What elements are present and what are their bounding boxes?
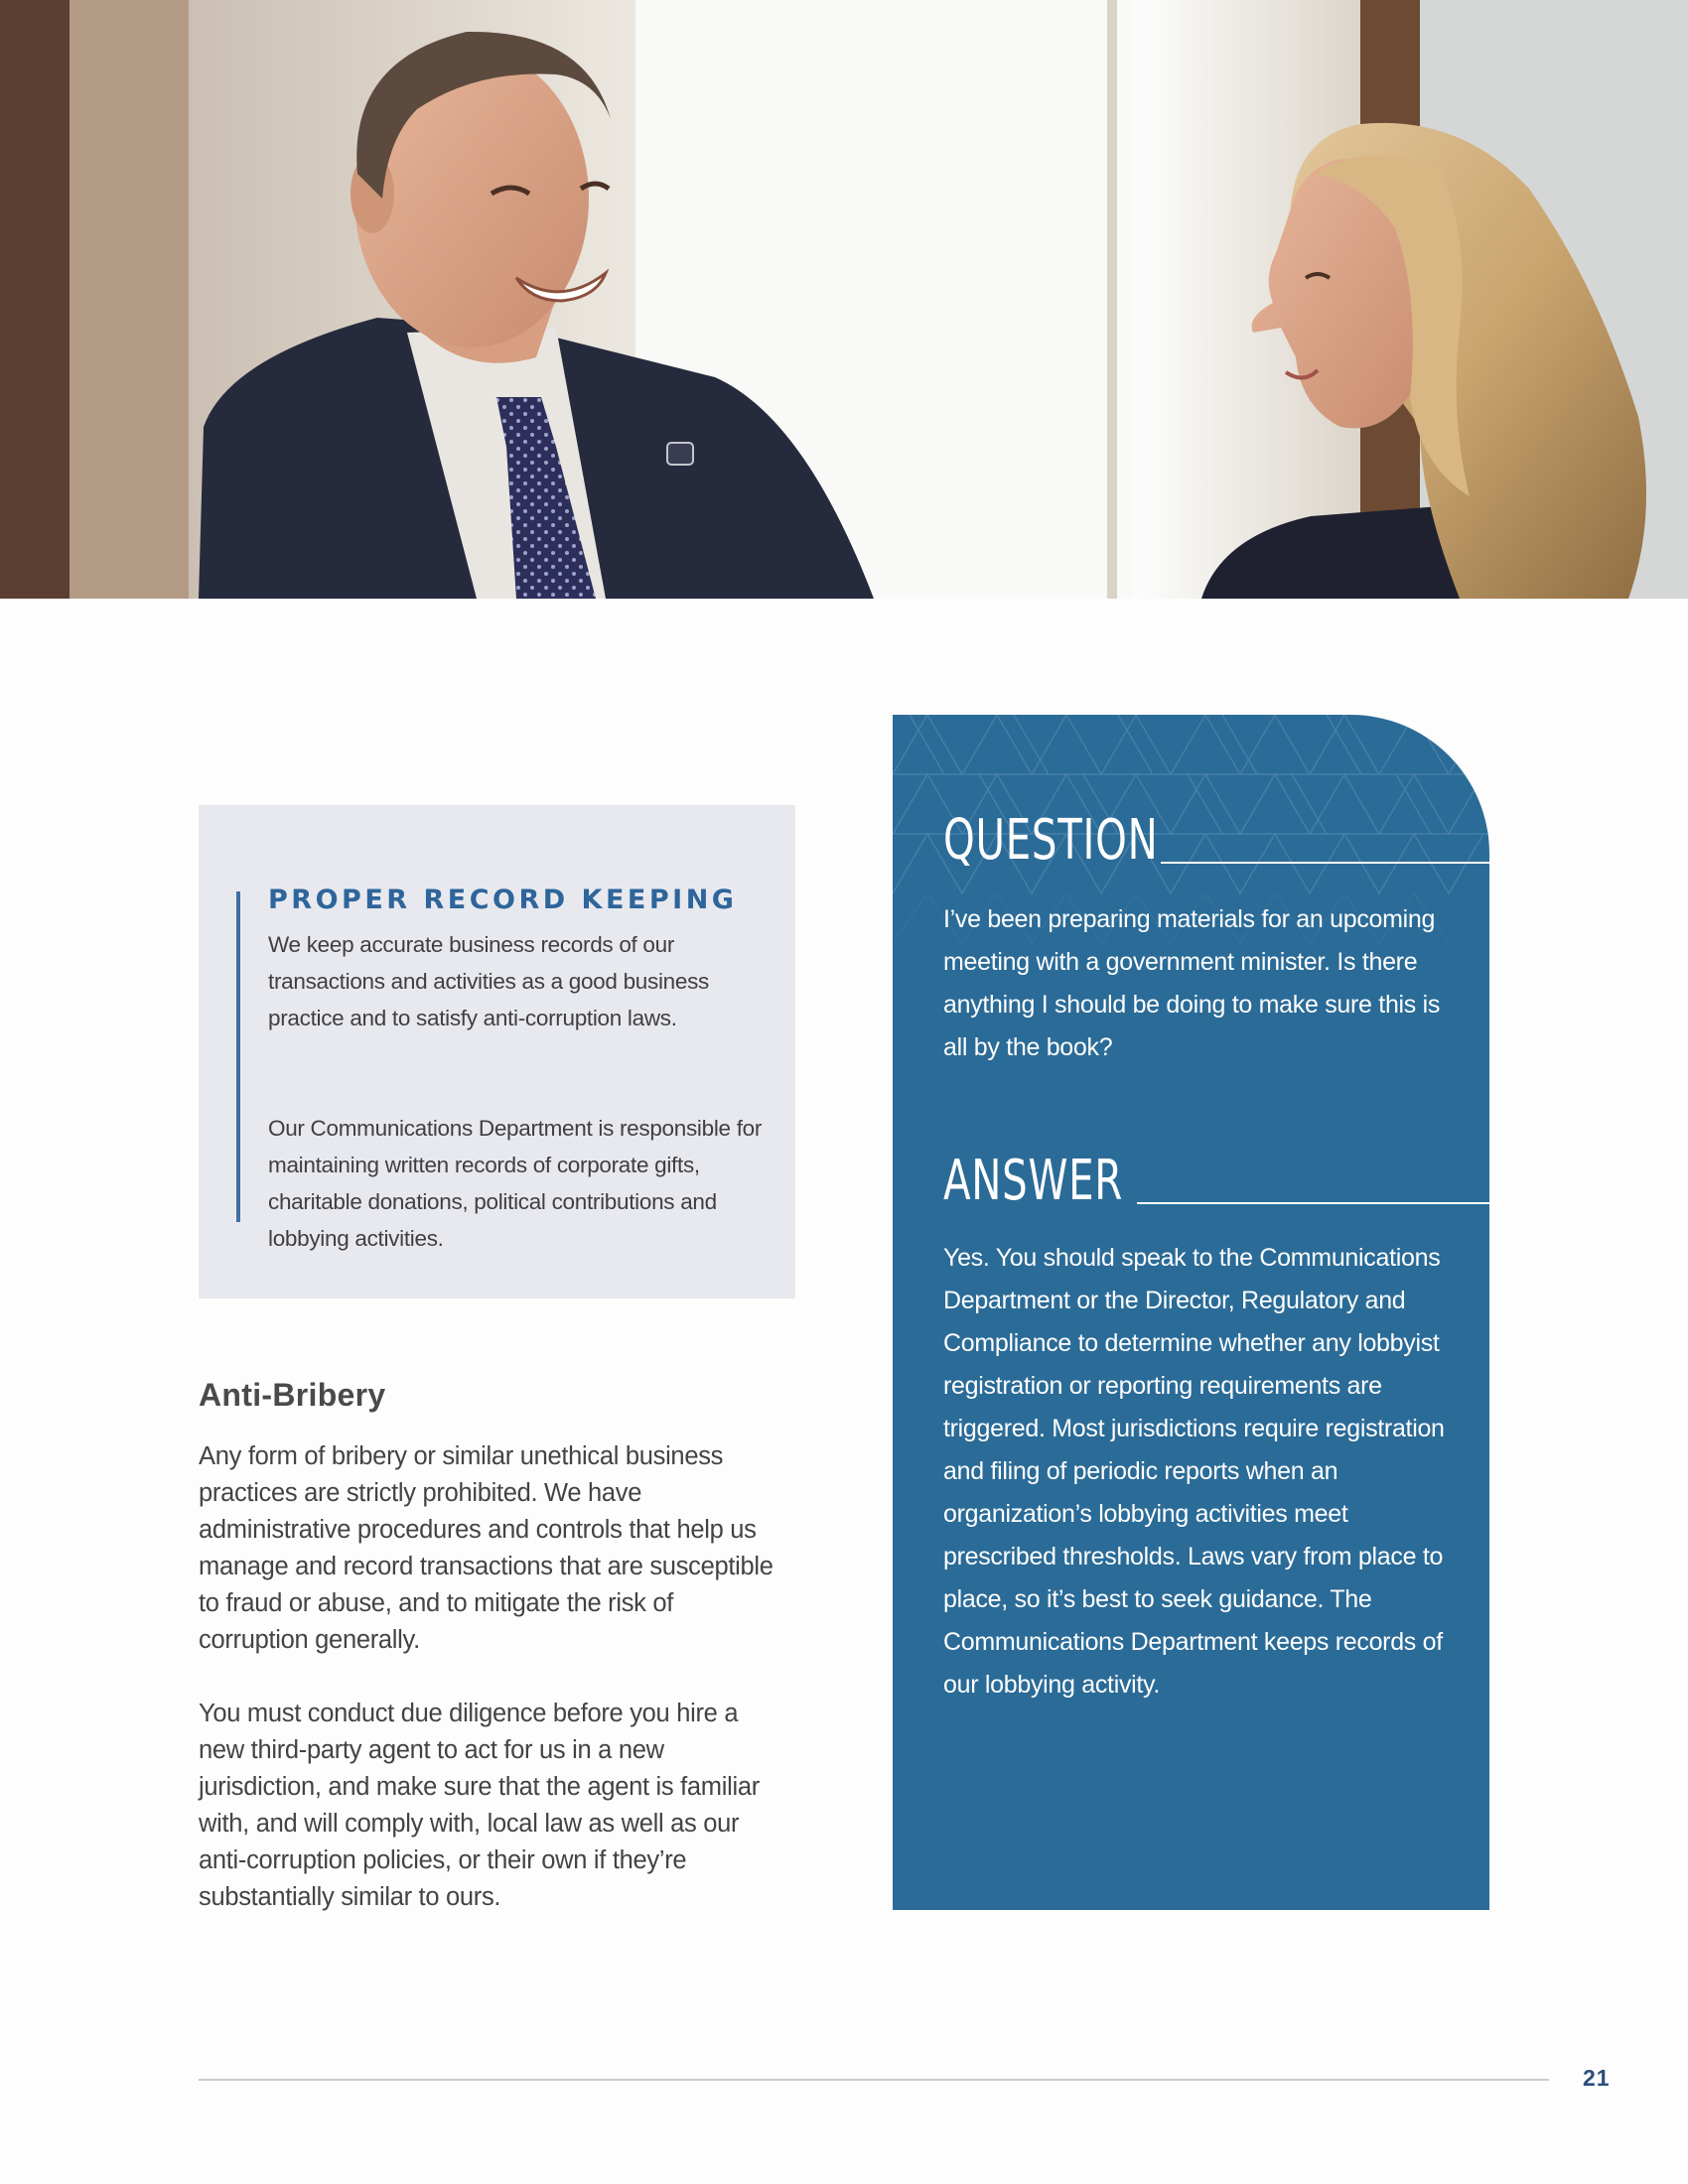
anti-bribery-heading: Anti-Bribery: [199, 1377, 386, 1413]
record-keeping-paragraph-2: Our Communications Department is responsible for maintaining written records of corporate gifts, charitable donations, political contributions and lobbying activities.: [268, 1116, 763, 1251]
footer-divider: [199, 2079, 1549, 2081]
record-keeping-title: PROPER RECORD KEEPING: [268, 885, 738, 915]
anti-bribery-paragraph-1: Any form of bribery or similar unethical business practices are strictly prohibited. We have administrative procedures and controls that help us manage and record transactions that are susceptible to fraud or abuse, and to mitigate the risk of corruption generally.: [199, 1442, 774, 1654]
qa-panel: [893, 715, 1489, 1910]
hero-photo-illustration: [0, 0, 1688, 599]
record-keeping-paragraph-1: We keep accurate business records of our transactions and activities as a good business practice and to satisfy anti-corruption laws.: [268, 932, 709, 1030]
hero-photo: [0, 0, 1688, 599]
record-keeping-accent-rule: [236, 891, 240, 1222]
answer-heading: ANSWER: [943, 1149, 1124, 1213]
anti-bribery-paragraph-2: You must conduct due diligence before you hire a new third-party agent to act for us in a new jurisdiction, and make sure that the agent is familiar with, and will comply with, local law as well as our anti-corruption policies, or their own if they’re substantially similar to ours.: [199, 1700, 760, 1911]
question-heading: QUESTION: [943, 808, 1159, 873]
answer-text: Yes. You should speak to the Communications Department or the Director, Regulatory and Compliance to determine whether any lobbyist registration or reporting requirements are triggered. Most jurisdictions require registration and filing of periodic reports when an organization’s lobbying activities meet prescribed thresholds. Laws vary from place to place, so it’s best to seek guidance. The Communications Department keeps records of our lobbying activity.: [943, 1244, 1445, 1699]
answer-heading-rule: [1137, 1202, 1489, 1204]
page-number: 21: [1583, 2065, 1611, 2091]
question-heading-rule: [1161, 862, 1489, 864]
question-text: I’ve been preparing materials for an upcoming meeting with a government minister. Is there anything I should be doing to make sure this is all by the book?: [943, 905, 1441, 1061]
record-keeping-box: [199, 805, 795, 1298]
